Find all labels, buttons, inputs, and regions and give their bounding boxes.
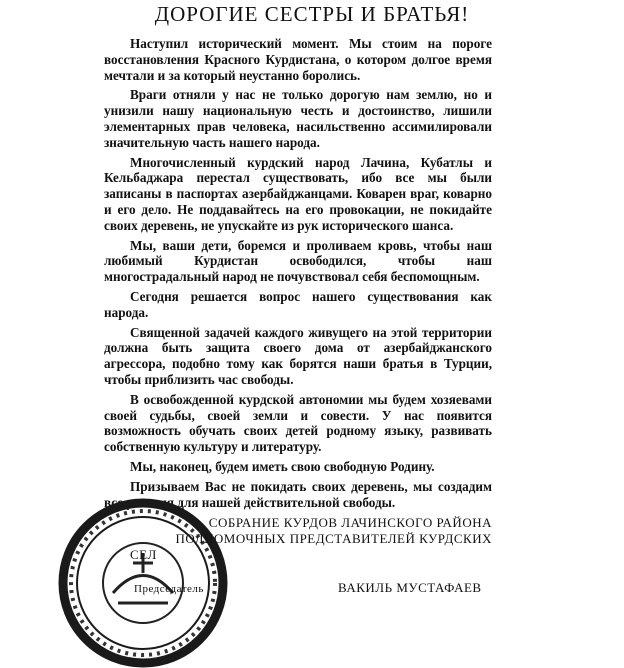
paragraph: Наступил исторический момент. Мы стоим на пороге восстановления Красного Курдистана, о котором долгое время мечтали и за который неустанно боролись. — [104, 36, 492, 83]
paragraph: Призываем Вас не покидать своих деревень, мы создадим все условия для нашей действительной свободы. — [104, 478, 492, 510]
paragraph: Священной задачей каждого живущего на этой территории должна быть защита своего дома от азербайджанского агрессора, подобно тому как борятся наши братья в Турции, чтобы приблизить час свободы. — [104, 324, 492, 387]
document-title: ДОРОГИЕ СЕСТРЫ И БРАТЬЯ! — [154, 2, 470, 26]
signature-organization-line3: СЕЛ — [130, 547, 157, 562]
paragraph: Враги отняли у нас не только дорогую нам землю, но и унизили нашу национальную честь и достоинство, лишили элементарных прав человека, насильственно ассимилировали значительную часть нашего народа. — [104, 87, 492, 150]
chair-label: Председатель — [134, 583, 204, 595]
signature-organization-line2: ПОЛНОМОЧНЫХ ПРЕДСТАВИТЕЛЕЙ КУРДСКИХ — [175, 531, 492, 546]
signatory-name: ВАКИЛЬ МУСТАФАЕВ — [338, 580, 482, 595]
paragraph: Мы, наконец, будем иметь свою свободную Родину. — [130, 458, 435, 474]
paragraph: Мы, ваши дети, боремся и проливаем кровь, чтобы наш любимый Курдистан освободился, чтобы наш многострадальный народ не почувствовал себя беспомощным. — [104, 237, 492, 285]
paragraph: Сегодня решается вопрос нашего существования как народа. — [104, 288, 492, 320]
letter-body — [104, 36, 492, 514]
paragraph: Многочисленный курдский народ Лачина, Кубатлы и Кельбаджара перестал существовать, ибо все мы были записаны в паспортах азербайджанцами. Коварен враг, коварно и его дело. Не поддавайтесь на его провокации, не покидайте своих деревень, не упускайте из рук исторического шанса. — [104, 154, 492, 233]
paragraph: В освобожденной курдской автономии мы будем хозяевами своей судьбы, своей земли и совести. У нас появится возможность обучать своих детей родному языку, развивать собственную культуру и литературу. — [104, 391, 492, 455]
signature-organization: СОБРАНИЕ КУРДОВ ЛАЧИНСКОГО РАЙОНА — [208, 515, 492, 530]
